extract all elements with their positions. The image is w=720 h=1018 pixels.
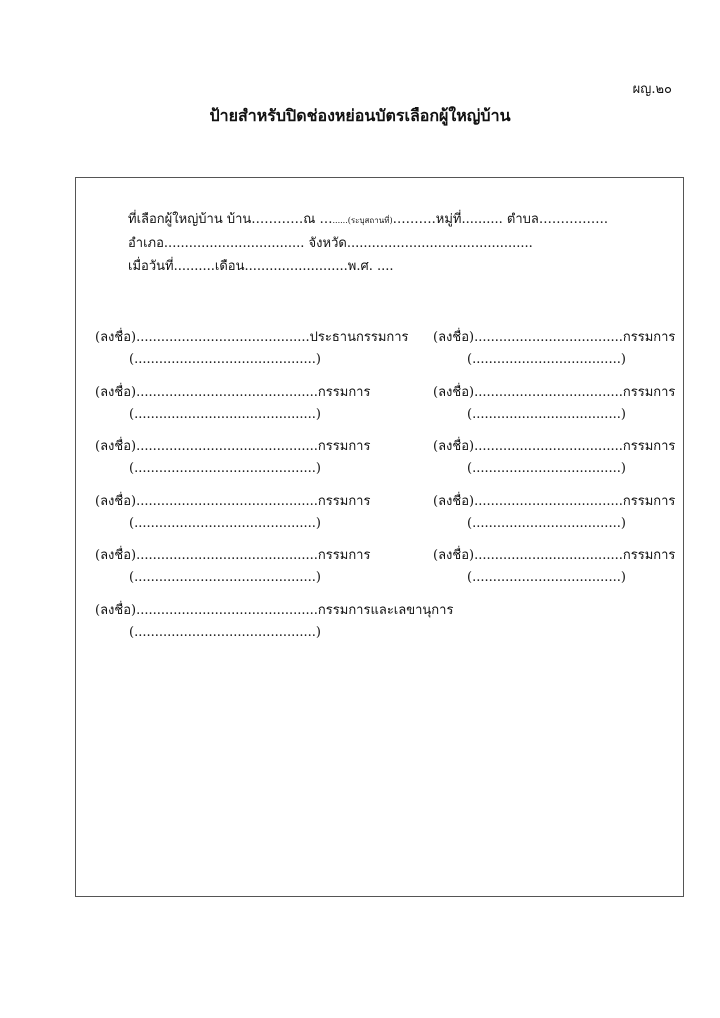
printed-name-line: (............................................) xyxy=(129,625,321,640)
printed-name-line: (....................................) xyxy=(467,570,626,585)
info-line-location xyxy=(128,208,608,232)
printed-name-line: (............................................) xyxy=(129,516,321,531)
signature-line: (ลงชื่อ)............................................กรรมการ xyxy=(95,548,371,563)
signature-block-committee xyxy=(95,436,370,480)
signature-block-committee xyxy=(433,436,675,480)
printed-name-line: (....................................) xyxy=(467,352,626,367)
signature-line: (ลงชื่อ)....................................กรรมการ xyxy=(433,548,676,563)
info-line-location-a: ที่เลือกผู้ใหญ่บ้าน บ้าน…………ณ … xyxy=(128,212,333,227)
info-line-district: อำเภอ.................................. จังหวัด............................................. xyxy=(128,236,533,251)
signature-block-chairman xyxy=(95,327,409,371)
signature-line: (ลงชื่อ)....................................กรรมการ xyxy=(433,385,676,400)
printed-name-line: (....................................) xyxy=(467,407,626,422)
printed-name-line: (....................................) xyxy=(467,516,626,531)
printed-name-line: (....................................) xyxy=(467,461,626,476)
signature-block-committee xyxy=(95,382,370,426)
signature-line: (ลงชื่อ)....................................กรรมการ xyxy=(433,439,676,454)
signature-line: (ลงชื่อ)............................................กรรมการและเลขานุการ xyxy=(95,603,454,618)
signature-block-committee xyxy=(433,545,675,589)
signature-line: (ลงชื่อ)............................................กรรมการ xyxy=(95,439,371,454)
signature-block-committee xyxy=(433,382,675,426)
signature-block-committee xyxy=(433,491,675,535)
election-info xyxy=(128,208,608,278)
info-line-date: เมื่อวันที่..........เดือน.........................พ.ศ. .... xyxy=(128,259,394,274)
info-line-location-note: ......(ระบุสถานที่) xyxy=(332,216,393,225)
printed-name-line: (............................................) xyxy=(129,570,321,585)
signature-line: (ลงชื่อ)....................................กรรมการ xyxy=(433,494,676,509)
signature-block-secretary xyxy=(95,600,453,644)
form-code: ผญ.๒๐ xyxy=(632,82,672,97)
signature-block-committee xyxy=(95,491,370,535)
signature-line: (ลงชื่อ)............................................กรรมการ xyxy=(95,385,371,400)
info-line-location-b: ……….หมู่ที่.......... ตำบล……………. xyxy=(392,212,609,227)
signature-block-committee xyxy=(433,327,675,371)
signature-line: (ลงชื่อ)....................................กรรมการ xyxy=(433,330,676,345)
document-title: ป้ายสำหรับปิดช่องหย่อนบัตรเลือกผู้ใหญ่บ้าน xyxy=(209,106,511,125)
signature-line: (ลงชื่อ)............................................กรรมการ xyxy=(95,494,371,509)
printed-name-line: (............................................) xyxy=(129,461,321,476)
signature-line: (ลงชื่อ)..........................................ประธานกรรมการ xyxy=(95,330,409,345)
printed-name-line: (............................................) xyxy=(129,352,321,367)
signature-block-committee xyxy=(95,545,370,589)
printed-name-line: (............................................) xyxy=(129,407,321,422)
notice-frame xyxy=(75,177,684,897)
